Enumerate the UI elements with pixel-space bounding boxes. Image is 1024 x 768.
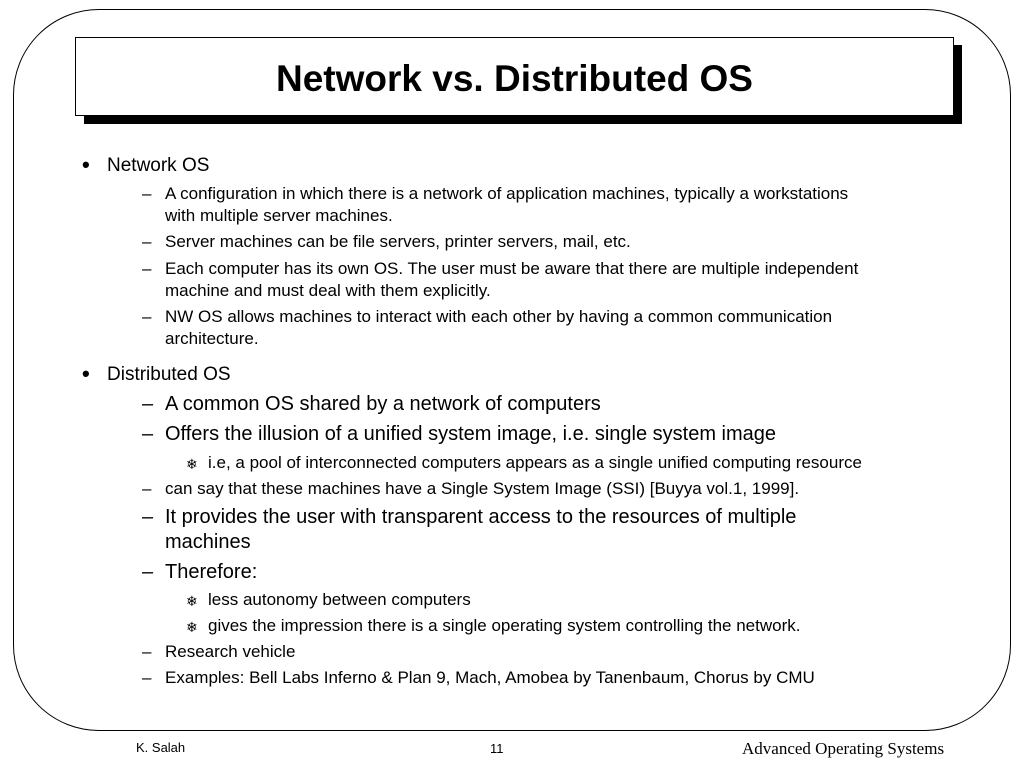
- list-item: i.e, a pool of interconnected computers appears as a single unified computing resource: [208, 453, 862, 472]
- footer-author: K. Salah: [136, 740, 186, 755]
- section-heading-network-os: Network OS: [107, 155, 210, 176]
- list-item: architecture.: [165, 329, 259, 348]
- list-item: Offers the illusion of a unified system image, i.e. single system image: [165, 423, 777, 445]
- dash-icon: –: [142, 506, 154, 528]
- title-box: [75, 37, 954, 116]
- dash-icon: –: [142, 561, 154, 583]
- slide-title: Network vs. Distributed OS: [276, 57, 753, 99]
- list-item: Server machines can be file servers, printer servers, mail, etc.: [165, 232, 631, 251]
- snowflake-icon: ❄: [186, 456, 198, 472]
- snowflake-icon: ❄: [186, 593, 198, 609]
- dash-icon: –: [142, 668, 152, 687]
- list-item: Therefore:: [165, 561, 258, 583]
- dash-icon: –: [142, 184, 152, 203]
- list-item: with multiple server machines.: [165, 206, 393, 225]
- list-item: machine and must deal with them explicitly.: [165, 281, 491, 300]
- list-item: Each computer has its own OS. The user must be aware that there are multiple independent: [165, 259, 859, 278]
- snowflake-icon: ❄: [186, 619, 198, 635]
- list-item: It provides the user with transparent access to the resources of multiple: [165, 506, 797, 528]
- dash-icon: –: [142, 259, 152, 278]
- list-item: A common OS shared by a network of computers: [165, 393, 601, 415]
- list-item: A configuration in which there is a network of application machines, typically a workstations: [165, 184, 849, 203]
- dash-icon: –: [142, 393, 154, 415]
- list-item: Examples: Bell Labs Inferno & Plan 9, Mach, Amobea by Tanenbaum, Chorus by CMU: [165, 668, 815, 687]
- list-item: machines: [165, 531, 251, 553]
- dash-icon: –: [142, 479, 152, 498]
- list-item: less autonomy between computers: [208, 590, 471, 609]
- section-heading-distributed-os: Distributed OS: [107, 364, 231, 385]
- bullet-icon: •: [82, 152, 90, 177]
- bullet-icon: •: [82, 361, 90, 386]
- list-item: Research vehicle: [165, 642, 296, 661]
- dash-icon: –: [142, 642, 152, 661]
- list-item: gives the impression there is a single operating system controlling the network.: [208, 616, 801, 635]
- dash-icon: –: [142, 232, 152, 251]
- dash-icon: –: [142, 307, 152, 326]
- list-item: can say that these machines have a Single System Image (SSI) [Buyya vol.1, 1999].: [165, 479, 800, 498]
- footer-course: Advanced Operating Systems: [742, 739, 945, 758]
- dash-icon: –: [142, 423, 154, 445]
- list-item: NW OS allows machines to interact with each other by having a common communication: [165, 307, 833, 326]
- footer-page-number: 11: [490, 741, 504, 756]
